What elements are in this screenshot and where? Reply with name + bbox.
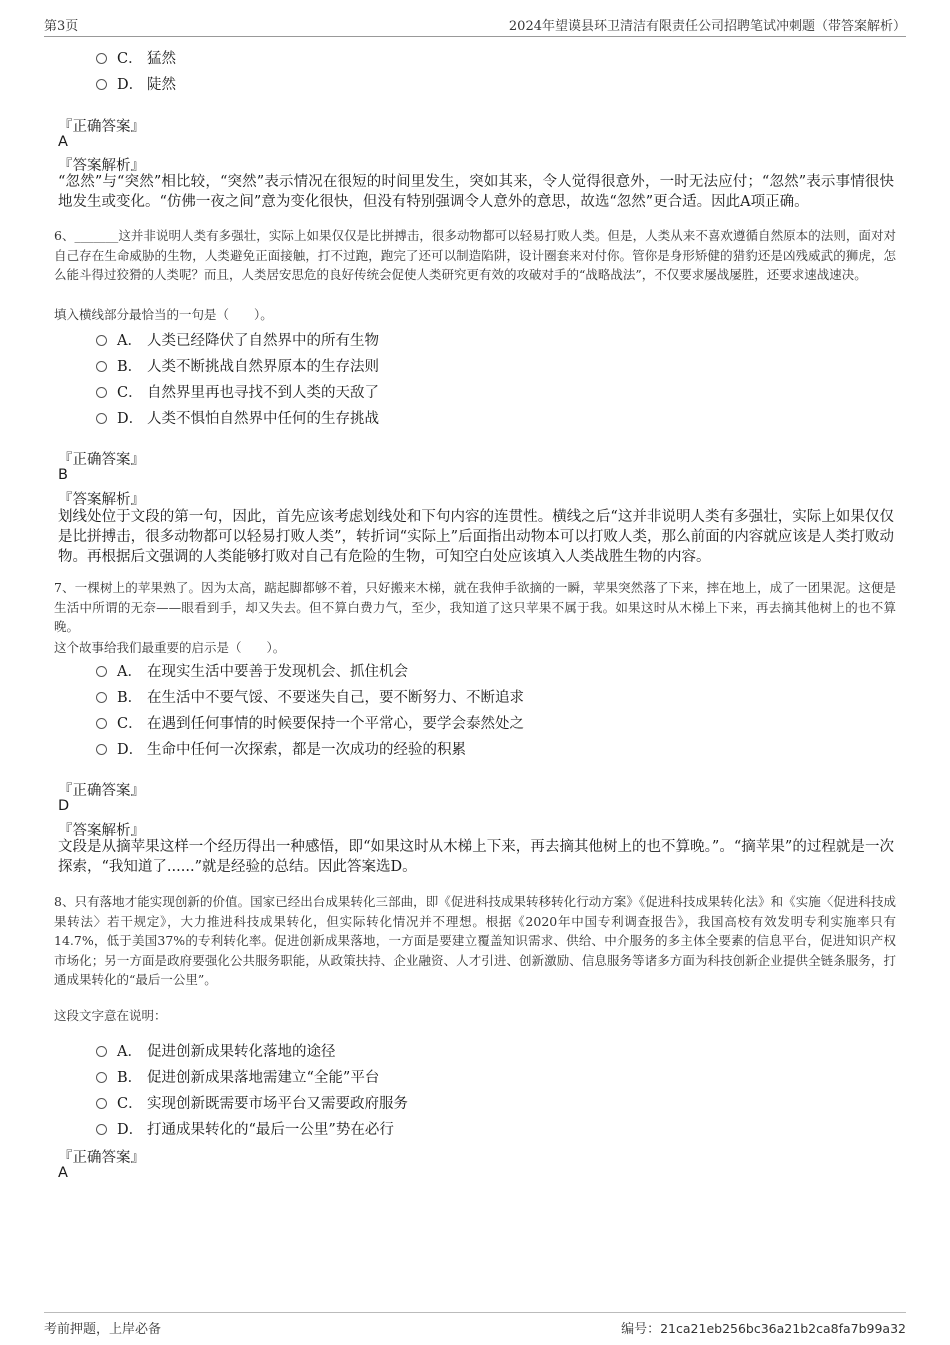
radio-icon[interactable] <box>96 335 107 346</box>
option-letter: B． <box>117 358 143 375</box>
radio-icon[interactable] <box>96 1124 107 1135</box>
option-letter: A． <box>117 1043 142 1060</box>
radio-icon[interactable] <box>96 1072 107 1083</box>
option-text: 促进创新成果落地需建立“全能”平台 <box>147 1069 380 1086</box>
q5-answer: A <box>58 134 68 150</box>
q7-option-a[interactable] <box>96 659 408 681</box>
q7-answer-label: 『正确答案』 <box>58 783 145 799</box>
q5-analysis: “忽然”与“突然”相比较，“突然”表示情况在很短的时间里发生，突如其来，令人觉得很意外，一时无法应付；“忽然”表示事情很快地发生或变化。“仿佛一夜之间”意为变化很快，但没有特别强调令人意外的意思，故选“忽然”更合适。因此A项正确。 <box>58 174 894 210</box>
q8-option-a[interactable] <box>96 1039 336 1061</box>
option-letter: B． <box>117 689 143 706</box>
option-letter: C． <box>117 50 143 67</box>
option-text: 在遇到任何事情的时候要保持一个平常心，要学会泰然处之 <box>147 715 524 732</box>
radio-icon[interactable] <box>96 361 107 372</box>
radio-icon[interactable] <box>96 718 107 729</box>
option-text: 生命中任何一次探索，都是一次成功的经验的积累 <box>147 741 466 758</box>
option-letter: C． <box>117 384 143 401</box>
q8-option-c[interactable] <box>96 1091 408 1113</box>
q7-option-c[interactable] <box>96 711 524 733</box>
q6-analysis-label: 『答案解析』 <box>58 492 145 508</box>
q5-option-c[interactable] <box>96 46 176 68</box>
q6-option-c[interactable] <box>96 380 379 402</box>
option-letter: D． <box>117 741 144 758</box>
option-text: 人类已经降伏了自然界中的所有生物 <box>147 332 379 349</box>
q5-answer-label: 『正确答案』 <box>58 119 145 135</box>
q8-option-b[interactable] <box>96 1065 379 1087</box>
radio-icon[interactable] <box>96 79 107 90</box>
q6-stem: 6、_______这并非说明人类有多强壮，实际上如果仅仅是比拼搏击，很多动物都可以轻易打败人类。但是，人类从来不喜欢遵循自然原本的法则，面对对自己存在生命威胁的生物，人类避免正面接触，打不过跑，跑完了还可以制造陷阱，设计圈套来对付你。管你是身形矫健的猎豹还是凶残威武的狮虎，怎么能斗得过狡猾的人类呢？而且，人类居安思危的良好传统会促使人类研究更有效的攻破对手的“战略战法”，不仅要求屡战屡胜，还要求速战速决。 <box>54 228 896 282</box>
option-text: 陡然 <box>147 76 176 93</box>
q6-prompt: 填入横线部分最恰当的一句是（ ）。 <box>54 307 273 322</box>
option-letter: D． <box>117 410 144 427</box>
q6-option-d[interactable] <box>96 406 379 428</box>
footer-slogan: 考前押题，上岸必备 <box>44 1322 162 1337</box>
radio-icon[interactable] <box>96 387 107 398</box>
radio-icon[interactable] <box>96 1098 107 1109</box>
q8-prompt: 这段文字意在说明： <box>54 1008 167 1023</box>
q5-analysis-label: 『答案解析』 <box>58 158 145 174</box>
q6-answer: B <box>58 467 68 483</box>
radio-icon[interactable] <box>96 53 107 64</box>
q6-answer-label: 『正确答案』 <box>58 452 145 468</box>
q8-answer-label: 『正确答案』 <box>58 1150 145 1166</box>
q7-prompt: 这个故事给我们最重要的启示是（ ）。 <box>54 640 286 655</box>
option-text: 自然界里再也寻找不到人类的天敌了 <box>147 384 379 401</box>
option-letter: D． <box>117 76 144 93</box>
code-label: 编号： <box>621 1322 661 1337</box>
q8-option-d[interactable] <box>96 1117 394 1139</box>
option-text: 人类不断挑战自然界原本的生存法则 <box>147 358 379 375</box>
page-footer <box>44 1312 906 1337</box>
option-text: 在生活中不要气馁、不要迷失自己，要不断努力、不断追求 <box>147 689 524 706</box>
q7-stem: 7、一棵树上的苹果熟了。因为太高，踮起脚都够不着，只好搬来木梯，就在我伸手欲摘的一瞬，苹果突然落了下来，摔在地上，成了一团果泥。这便是生活中所谓的无奈——眼看到手，却又失去。但不算白费力气，至少，我知道了这只苹果不属于我。如果这时从木梯上下来，再去摘其他树上的也不算晚。 <box>54 580 896 634</box>
document-title: 2024年望谟县环卫清洁有限责任公司招聘笔试冲刺题（带答案解析） <box>508 19 906 34</box>
document-code <box>621 1318 906 1337</box>
radio-icon[interactable] <box>96 413 107 424</box>
q5-option-d[interactable] <box>96 72 176 94</box>
option-text: 打通成果转化的“最后一公里”势在必行 <box>147 1121 394 1138</box>
q7-option-d[interactable] <box>96 737 466 759</box>
option-text: 在现实生活中要善于发现机会、抓住机会 <box>147 663 408 680</box>
option-letter: C． <box>117 715 143 732</box>
radio-icon[interactable] <box>96 666 107 677</box>
option-letter: C． <box>117 1095 143 1112</box>
q8-stem: 8、只有落地才能实现创新的价值。国家已经出台成果转化三部曲，即《促进科技成果转移转化行动方案》《促进科技成果转化法》和《实施〈促进科技成果转法〉若干规定》，大力推进科技成果转化，但实际转化情况并不理想。根据《2020年中国专利调查报告》，我国高校有效发明专利实施率只有14.7%，低于美国37%的专利转化率。促进创新成果落地，一方面是要建立覆盖知识需求、供给、中介服务的多主体全要素的信息平台，促进知识产权市场化；另一方面是政府要强化公共服务职能，从政策扶持、企业融资、人才引进、创新激励、信息服务等诸多方面为科技创新企业提供全链条服务，打通成果转化的“最后一公里”。 <box>54 894 896 987</box>
page-number: 第3页 <box>44 19 79 34</box>
q6-analysis: 划线处位于文段的第一句，因此，首先应该考虑划线处和下句内容的连贯性。横线之后“这并非说明人类有多强壮，实际上如果仅仅是比拼搏击，很多动物都可以轻易打败人类”，转折词“实际上”后面指出动物本可以打败人类，那么前面的内容就应该是人类打败动物。再根据后文强调的人类能够打败对自己有危险的生物，可知空白处应该填入人类战胜生物的内容。 <box>58 509 894 565</box>
q7-analysis-label: 『答案解析』 <box>58 823 145 839</box>
option-letter: B． <box>117 1069 143 1086</box>
radio-icon[interactable] <box>96 1046 107 1057</box>
code-value: 21ca21eb256bc36a21b2ca8fa7b99a32 <box>660 1321 906 1336</box>
option-text: 猛然 <box>147 50 176 67</box>
option-text: 人类不惧怕自然界中任何的生存挑战 <box>147 410 379 427</box>
option-text: 促进创新成果转化落地的途径 <box>147 1043 336 1060</box>
radio-icon[interactable] <box>96 744 107 755</box>
option-letter: A． <box>117 332 142 349</box>
option-letter: A． <box>117 663 142 680</box>
option-letter: D． <box>117 1121 144 1138</box>
q6-option-b[interactable] <box>96 354 379 376</box>
q8-answer: A <box>58 1165 68 1181</box>
radio-icon[interactable] <box>96 692 107 703</box>
q6-option-a[interactable] <box>96 328 379 350</box>
page-header <box>44 12 906 37</box>
option-text: 实现创新既需要市场平台又需要政府服务 <box>147 1095 408 1112</box>
q7-analysis: 文段是从摘苹果这样一个经历得出一种感悟，即“如果这时从木梯上下来，再去摘其他树上的也不算晚。”。“摘苹果”的过程就是一次探索，“我知道了......”就是经验的总结。因此答案选D。 <box>58 839 894 875</box>
q7-option-b[interactable] <box>96 685 524 707</box>
q7-answer: D <box>58 798 70 814</box>
